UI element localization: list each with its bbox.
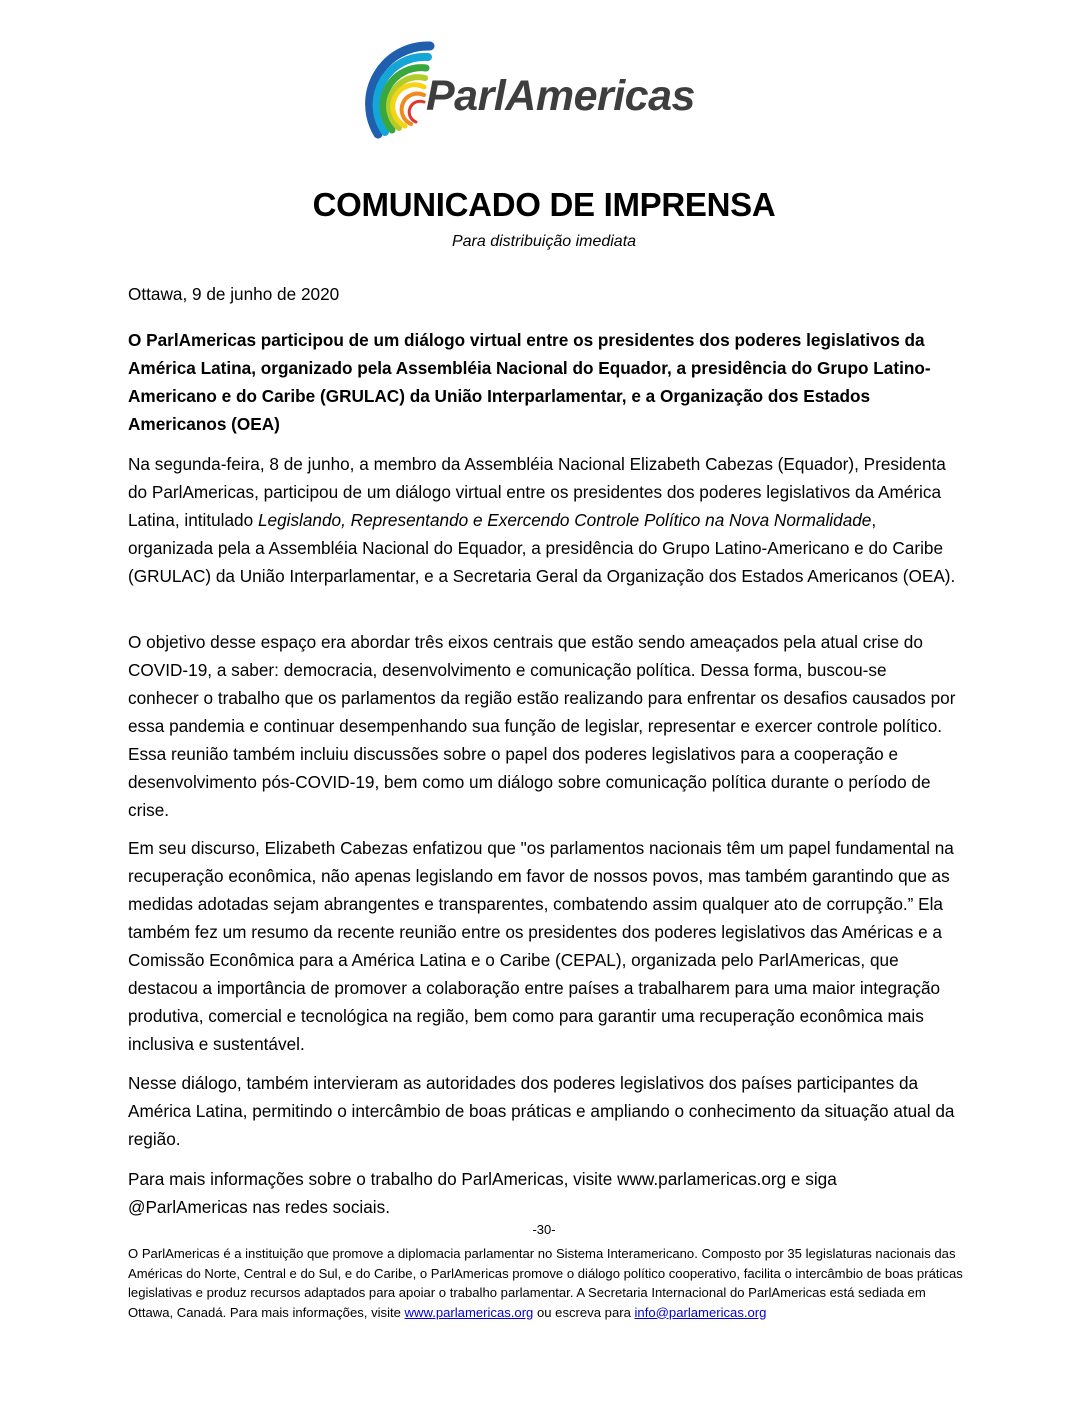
event-title: Legislando, Representando e Exercendo Controle Político na Nova Normalidade	[257, 510, 872, 530]
dateline: Ottawa, 9 de junho de 2020	[128, 284, 340, 304]
paragraph-4: Nesse diálogo, também intervieram as autoridades dos poderes legislativos dos países participantes da América Latina, permitindo o intercâmbio de boas práticas e ampliando o conhecimento da situação atual da região.	[128, 1073, 955, 1149]
footer-about	[128, 1244, 968, 1322]
logo-wordmark: ParlAmericas	[426, 72, 695, 120]
paragraph-3: Em seu discurso, Elizabeth Cabezas enfatizou que "os parlamentos nacionais têm um papel fundamental na recuperação econômica, não apenas legislando em favor de nossos povos, mas também garantindo que as medidas adotadas sejam abrangentes e transparentes, combatendo assim qualquer ato de corrupção.” Ela também fez um resumo da recente reunião entre os presidentes dos poderes legislativos das Américas e a Comissão Econômica para a América Latina e o Caribe (CEPAL), organizada pelo ParlAmericas, que destacou a importância de promover a colaboração entre países a trabalharem para uma maior integração produtiva, comercial e tecnológica na região, bem como para garantir uma recuperação econômica mais inclusiva e sustentável.	[128, 838, 954, 1054]
parlamericas-logo	[358, 38, 758, 148]
paragraph-5: Para mais informações sobre o trabalho do ParlAmericas, visite www.parlamericas.org e siga @ParlAmericas nas redes sociais.	[128, 1169, 837, 1217]
page-subtitle: Para distribuição imediata	[451, 233, 637, 250]
website-link[interactable]: www.parlamericas.org	[404, 1304, 534, 1320]
paragraph-1	[128, 450, 960, 590]
footer-text: O ParlAmericas é a instituição que promove a diplomacia parlamentar no Sistema Interamericano. Composto por 35 legislaturas nacionais das Américas do Norte, Central e do Sul, e do Caribe, o ParlAmericas promove o diálogo político cooperativo, facilita o intercâmbio de boas práticas legislativas e produz recursos adaptados para apoiar o trabalho parlamentar. A Secretaria Internacional do ParlAmericas está sediada em Ottawa, Canadá. Para mais informações, visite	[128, 1246, 963, 1320]
footer-text-2: ou escreva para	[533, 1304, 635, 1320]
lead-paragraph: O ParlAmericas participou de um diálogo virtual entre os presidentes dos poderes legislativos da América Latina, organizado pela Assembléia Nacional do Equador, a presidência do Grupo Latino-Americano e do Caribe (GRULAC) da União Interparlamentar, e a Organização dos Estados Americanos (OEA)	[128, 330, 931, 434]
paragraph-1-text-start: Na segunda-feira, 8 de junho, a membro da Assembléia Nacional Elizabeth Cabezas (Equador), Presidenta do ParlAmericas, participou de um diálogo virtual entre os presidentes dos poderes legislativos da América Latina, intitulado	[128, 454, 946, 530]
paragraph-1-text-end: , organizada pela a Assembléia Nacional do Equador, a presidência do Grupo Latino-Americano e do Caribe (GRULAC) da União Interparlamentar, e a Secretaria Geral da Organização dos Estados Americanos (OEA).	[128, 510, 956, 586]
end-mark: -30-	[532, 1222, 556, 1237]
email-link[interactable]: info@parlamericas.org	[634, 1304, 767, 1320]
page-title: COMUNICADO DE IMPRENSA	[312, 186, 776, 223]
paragraph-2: O objetivo desse espaço era abordar três eixos centrais que estão sendo ameaçados pela atual crise do COVID-19, a saber: democracia, desenvolvimento e comunicação política. Dessa forma, buscou-se conhecer o trabalho que os parlamentos da região estão realizando para enfrentar os desafios causados por essa pandemia e continuar desempenhando sua função de legislar, representar e exercer controle político. Essa reunião também incluiu discussões sobre o papel dos poderes legislativos para a cooperação e desenvolvimento pós-COVID-19, bem como um diálogo sobre comunicação política durante o período de crise.	[128, 632, 956, 820]
